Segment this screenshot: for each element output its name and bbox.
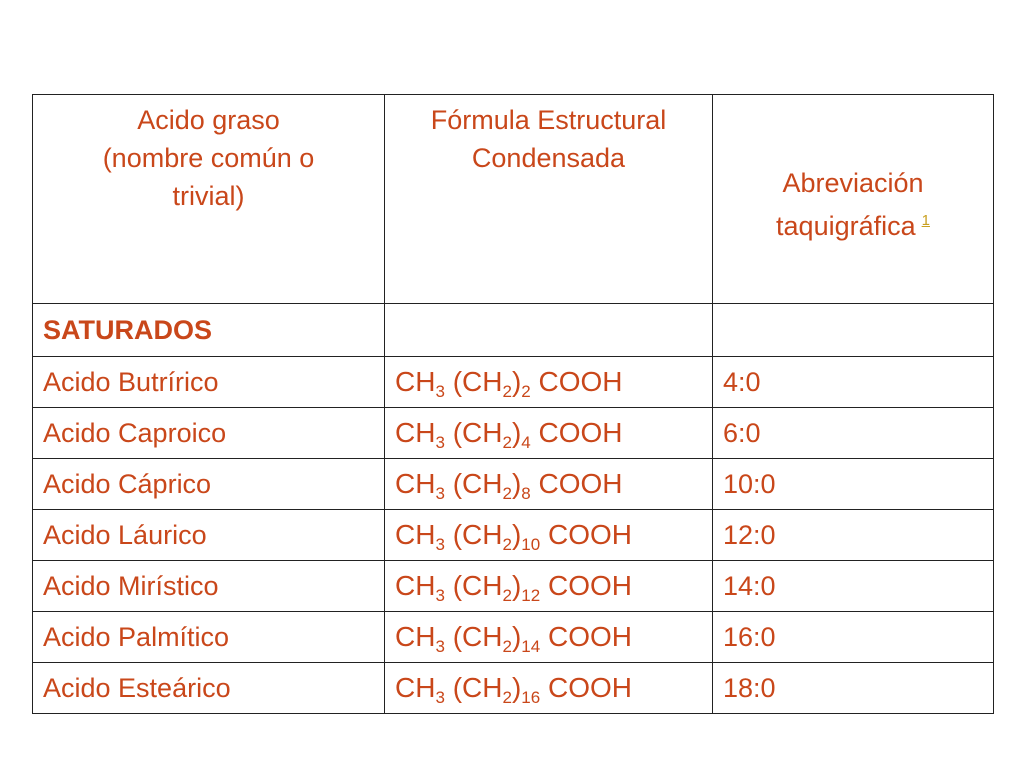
header-line: Abreviación <box>782 167 924 198</box>
formula-subscript: 3 <box>435 687 445 707</box>
formula-text: CH <box>395 672 436 703</box>
formula-text: ) <box>511 672 522 703</box>
section-label: SATURADOS <box>33 304 385 357</box>
shorthand-abbreviation: 14:0 <box>713 561 994 612</box>
table-row <box>33 561 994 612</box>
formula-text: CH <box>395 468 436 499</box>
empty-cell <box>385 304 713 357</box>
formula-text: COOH <box>540 672 632 703</box>
table-header-row <box>33 95 994 304</box>
formula-text: ) <box>511 366 522 397</box>
formula-text: CH <box>395 570 436 601</box>
section-row-saturated <box>33 304 994 357</box>
formula-text: COOH <box>530 417 623 448</box>
formula-text: (CH <box>444 672 503 703</box>
formula-text: COOH <box>530 366 623 397</box>
structural-formula <box>385 561 713 612</box>
formula-subscript-n: 10 <box>521 534 541 554</box>
formula-text: (CH <box>444 621 503 652</box>
formula-text: ) <box>511 519 522 550</box>
shorthand-abbreviation: 6:0 <box>713 408 994 459</box>
formula-subscript-n: 14 <box>521 636 541 656</box>
formula-text: ) <box>511 621 522 652</box>
fatty-acid-name: Acido Láurico <box>33 510 385 561</box>
structural-formula <box>385 510 713 561</box>
table-row <box>33 459 994 510</box>
fatty-acids-table <box>32 94 994 714</box>
formula-subscript-n: 4 <box>521 432 531 452</box>
formula-text: CH <box>395 621 436 652</box>
fatty-acid-name: Acido Esteárico <box>33 663 385 714</box>
formula-text: ) <box>511 468 522 499</box>
formula-text: (CH <box>444 468 503 499</box>
structural-formula <box>385 612 713 663</box>
formula-subscript: 3 <box>435 585 445 605</box>
structural-formula <box>385 357 713 408</box>
formula-text: ) <box>511 417 522 448</box>
formula-subscript-n: 12 <box>521 585 541 605</box>
header-fatty-acid-name <box>33 95 385 304</box>
formula-text: (CH <box>444 570 503 601</box>
fatty-acid-name: Acido Caproico <box>33 408 385 459</box>
header-line: (nombre común o <box>102 143 315 173</box>
header-line: Fórmula Estructural <box>430 105 667 135</box>
formula-text: CH <box>395 366 436 397</box>
shorthand-abbreviation: 4:0 <box>713 357 994 408</box>
formula-subscript: 3 <box>435 432 445 452</box>
formula-subscript: 3 <box>435 483 445 503</box>
fatty-acid-name: Acido Mirístico <box>33 561 385 612</box>
header-line: Acido graso <box>137 105 280 135</box>
formula-subscript-n: 8 <box>521 483 531 503</box>
formula-text: COOH <box>530 468 623 499</box>
formula-text: (CH <box>444 366 503 397</box>
formula-text: COOH <box>540 519 632 550</box>
fatty-acid-name: Acido Butrírico <box>33 357 385 408</box>
fatty-acid-name: Acido Palmítico <box>33 612 385 663</box>
table-row <box>33 510 994 561</box>
formula-text: CH <box>395 519 436 550</box>
formula-subscript: 2 <box>502 534 512 554</box>
table-row <box>33 408 994 459</box>
formula-subscript: 3 <box>435 381 445 401</box>
formula-subscript: 3 <box>435 534 445 554</box>
shorthand-abbreviation: 18:0 <box>713 663 994 714</box>
header-line: taquigráfica <box>776 210 916 241</box>
formula-subscript-n: 2 <box>521 381 531 401</box>
formula-text: COOH <box>540 570 632 601</box>
structural-formula <box>385 459 713 510</box>
table-row <box>33 357 994 408</box>
shorthand-abbreviation: 12:0 <box>713 510 994 561</box>
table-row <box>33 612 994 663</box>
shorthand-abbreviation: 16:0 <box>713 612 994 663</box>
structural-formula <box>385 663 713 714</box>
table-row <box>33 663 994 714</box>
fatty-acid-name: Acido Cáprico <box>33 459 385 510</box>
footnote-link[interactable]: 1 <box>921 211 930 229</box>
empty-cell <box>713 304 994 357</box>
header-abbreviation <box>713 95 994 304</box>
formula-text: (CH <box>444 417 503 448</box>
formula-text: COOH <box>540 621 632 652</box>
formula-subscript: 2 <box>502 687 512 707</box>
header-line: trivial) <box>172 181 245 211</box>
formula-text: CH <box>395 417 436 448</box>
formula-subscript: 2 <box>502 432 512 452</box>
shorthand-abbreviation: 10:0 <box>713 459 994 510</box>
formula-subscript: 2 <box>502 585 512 605</box>
formula-subscript: 2 <box>502 483 512 503</box>
formula-text: ) <box>511 570 522 601</box>
header-structural-formula <box>385 95 713 304</box>
header-line: Condensada <box>471 143 626 173</box>
structural-formula <box>385 408 713 459</box>
formula-subscript: 3 <box>435 636 445 656</box>
formula-text: (CH <box>444 519 503 550</box>
formula-subscript-n: 16 <box>521 687 541 707</box>
formula-subscript: 2 <box>502 381 512 401</box>
formula-subscript: 2 <box>502 636 512 656</box>
